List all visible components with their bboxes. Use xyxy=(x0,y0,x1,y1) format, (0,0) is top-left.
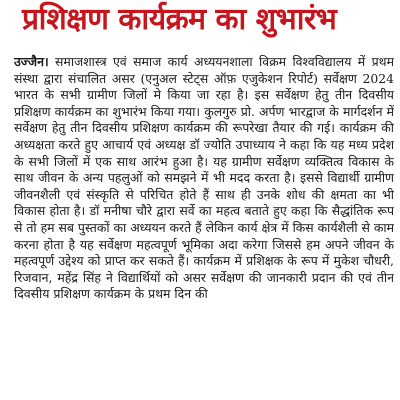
article-body xyxy=(14,54,394,400)
headline-band xyxy=(0,0,400,40)
dateline: उज्जैन। xyxy=(14,54,49,69)
headline: प्रशिक्षण कार्यक्रम का शुभारंभ xyxy=(22,2,337,37)
article-text: समाजशास्त्र एवं समाज कार्य अध्ययनशाला विक्रम विश्वविद्यालय में प्रथम संस्था द्वारा संचालित असर (एनुअल स्टेट्स ऑफ़ एजुकेशन रिपोर्ट) सर्वेक्षण 2024 भारत के सभी ग्रामीण जिलों मे किया जा रहा है। इस सर्वेक्षण हेतु तीन दिवसीय प्रशिक्षण कार्यक्रम का शुभारंभ किया गया। कुलगुरु प्रो. अर्पण भारद्वाज के मार्गदर्शन में सर्वेक्षण हेतु तीन दिवसीय प्रशिक्षण कार्यक्रम की रूपरेखा तैयार की गई। कार्यक्रम की अध्यक्षता करते हुए आचार्य एवं अध्यक्ष डॉ ज्योति उपाध्याय ने कहा कि यह मध्य प्रदेश के सभी जिलों में एक साथ आरंभ हुआ है। यह ग्रामीण सर्वेक्षण व्यक्तित्व विकास के साथ जीवन के अन्य पहलुओं को समझने में भी मदद करता है। इससे विद्यार्थी ग्रामीण जीवनशैली एवं संस्कृति से परिचित होते हैं साथ ही उनके शोध की क्षमता का भी विकास होता है। डॉ मनीषा चौरे द्वारा सर्वे का महत्व बताते हुए कहा कि सैद्धांतिक रूप से तो हम सब पुस्तकों का अध्ययन करते हैं लेकिन कार्य क्षेत्र में किस कार्यशैली से काम करना होता है यह सर्वेक्षण महत्वपूर्ण भूमिका अदा करेगा जिससे हम अपने जीवन के महत्वपूर्ण उद्देश्य को प्राप्त कर सकते हैं। कार्यक्रम में प्रशिक्षक के रूप में मुकेश चौधरी, रिजवान, महेंद्र सिंह ने विद्यार्थियों को असर सर्वेक्षण की जानकारी प्रदान की एवं तीन दिवसीय प्रशिक्षण कार्यक्रम के प्रथम दिन की xyxy=(14,54,394,302)
